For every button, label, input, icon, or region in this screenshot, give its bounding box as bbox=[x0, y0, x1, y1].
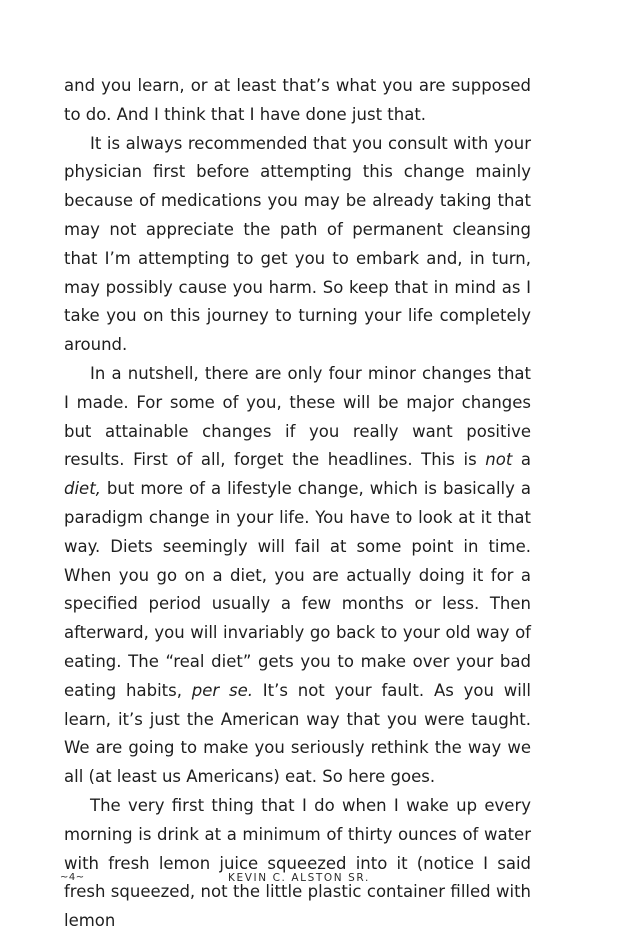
paragraph-nutshell-part-b: a bbox=[512, 450, 531, 470]
paragraph-nutshell-part-d: It’s not your fault. As you will learn, it’s just the American way that you were taught. We are going to make you seriously rethink the way we all (at least us Americans) eat. So here goes. bbox=[64, 680, 531, 787]
paragraph-nutshell-part-a: In a nutshell, there are only four minor changes that I made. For some of you, these will be major changes but attainable changes if you really want positive results. First of all, forget the headlines. This is bbox=[64, 363, 531, 470]
emphasis-per-se: per se. bbox=[191, 680, 253, 700]
body-text bbox=[64, 72, 531, 936]
paragraph-continued: and you learn, or at least that’s what you are supposed to do. And I think that I have done just that. bbox=[64, 76, 531, 124]
running-head-author: KEVIN C. ALSTON SR. bbox=[228, 872, 370, 884]
paragraph-nutshell-part-c: but more of a lifestyle change, which is basically a paradigm change in your life. You have to look at it that way. Diets seemingly will fail at some point in time. When you go on a diet, you are actually doing it for a specified period usually a few months or less. Then afterward, you will invariably go back to your old way of eating. The “real diet” gets you to make over your bad eating habits, bbox=[64, 479, 531, 700]
page-footer bbox=[0, 872, 619, 888]
paragraph-nutshell bbox=[64, 360, 531, 792]
emphasis-diet: diet, bbox=[64, 479, 101, 499]
page-number: ~4~ bbox=[60, 872, 85, 883]
paragraph-first-thing: The very first thing that I do when I wake up every morning is drink at a minimum of thirty ounces of water with fresh lemon juice squeezed into it (notice I said fresh squeezed, not the little plastic container filled with lemon bbox=[64, 795, 531, 931]
emphasis-not: not bbox=[485, 450, 513, 470]
paragraph-physician: It is always recommended that you consult with your physician first before attempting this change mainly because of medications you may be already taking that may not appreciate the path of permanent cleansing that I’m attempting to get you to embark and, in turn, may possibly cause you harm. So keep that in mind as I take you on this journey to turning your life completely around. bbox=[64, 133, 531, 355]
